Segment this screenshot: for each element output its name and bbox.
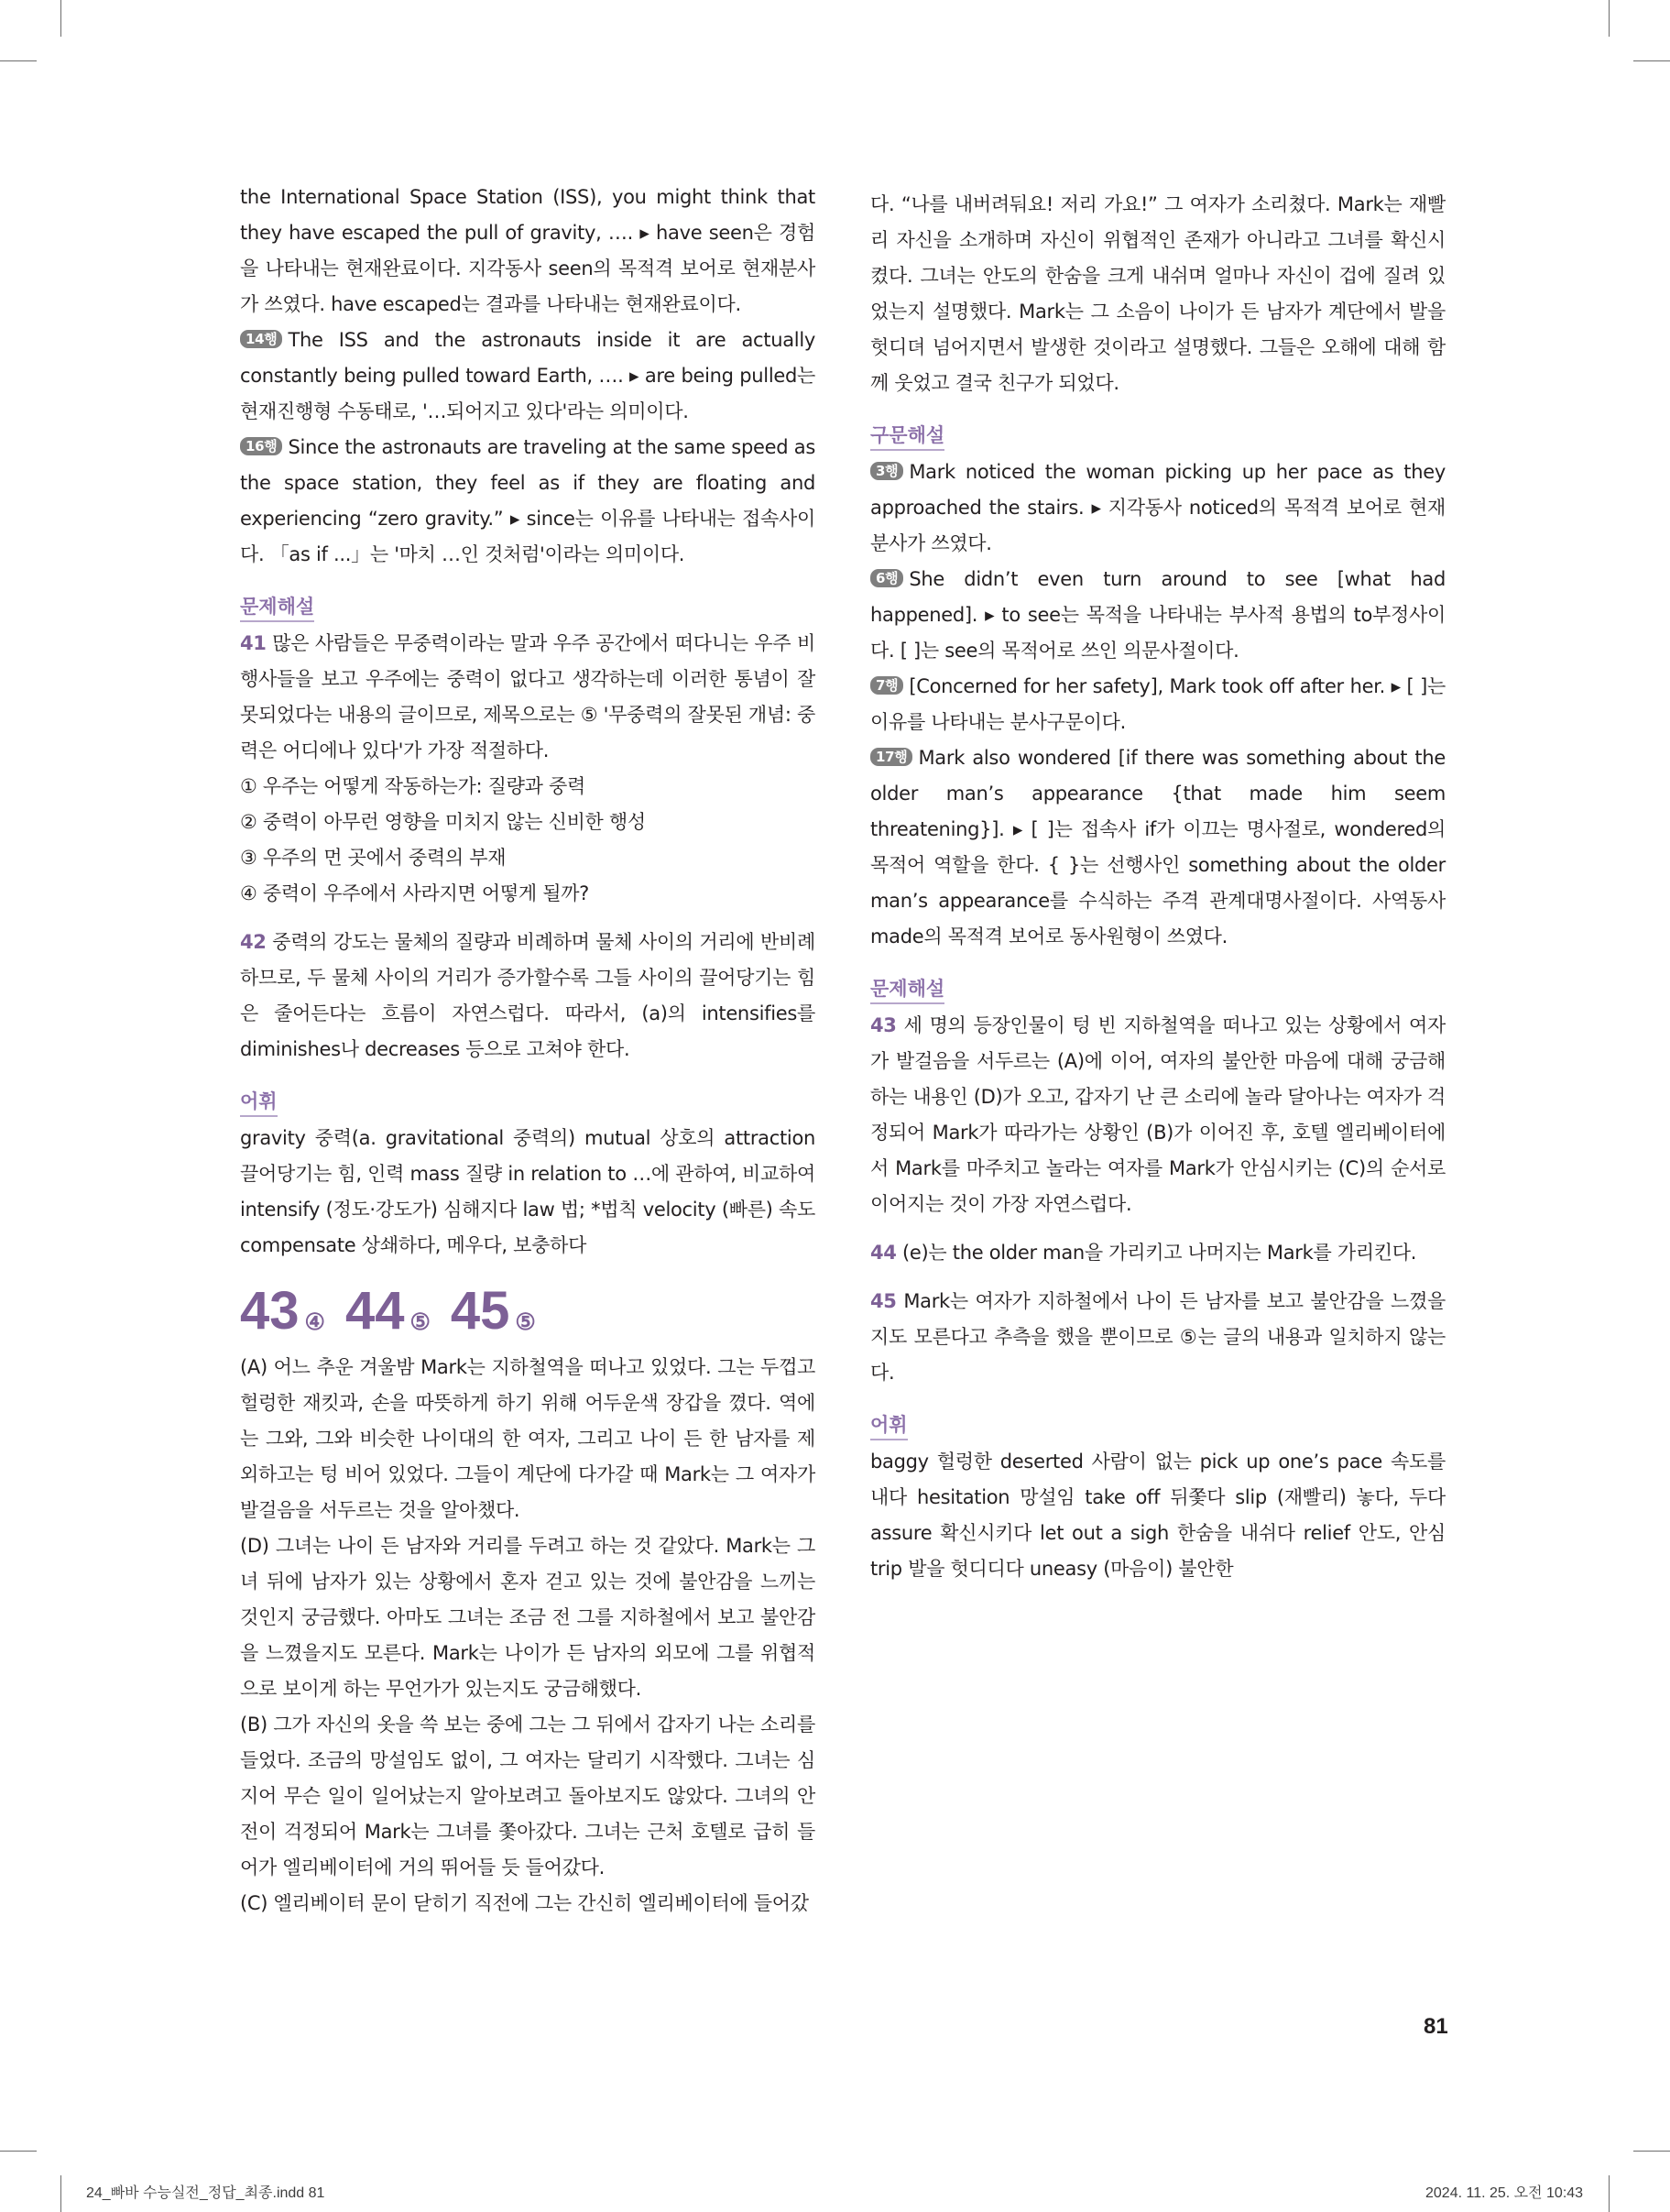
q43-explanation	[870, 1008, 1446, 1222]
explanation-text: 많은 사람들은 무중력이라는 말과 우주 공간에서 떠다니는 우주 비행사들을 보고 우주에는 중력이 없다고 생각하는데 이러한 통념이 잘못되었다는 내용의 글이므로, 제목으로는 ⑤ '무중력의 잘못된 개념: 중력은 어디에나 있다'가 가장 적절하다.	[240, 632, 815, 761]
answer-number: 44	[344, 1281, 405, 1341]
crop-mark	[1609, 2175, 1610, 2212]
answer-number: 43	[240, 1281, 300, 1341]
answer-key	[240, 1282, 815, 1341]
q45-explanation	[870, 1284, 1446, 1391]
syntax-text: Since the astronauts are traveling at the same speed as the space station, they feel as if they are floating and experiencing “zero gravity.” ▸ since는 이유를 나타내는 접속사이다. 「as if ...」는 '마치 …인 것처럼'이라는 의미이다.	[240, 436, 815, 565]
answer-choice: ⑤	[409, 1309, 431, 1335]
option-3: ③ 우주의 먼 곳에서 중력의 부재	[240, 847, 507, 869]
section-heading-vocab: 어휘	[870, 1411, 908, 1440]
explanation-text: 중력의 강도는 물체의 질량과 비례하며 물체 사이의 거리에 반비례하므로, 두 물체 사이의 거리가 증가할수록 그들 사이의 끌어당기는 힘은 줄어든다는 흐름이 자연스럽다. 따라서, (a)의 intensifies를 diminishes나 decreases 등으로 고쳐야 한다.	[240, 931, 815, 1060]
syntax-line-3	[870, 454, 1446, 562]
right-column	[870, 187, 1446, 1587]
syntax-line-17	[870, 740, 1446, 955]
translation-b: (B) 그가 자신의 옷을 쓱 보는 중에 그는 그 뒤에서 갑자기 나는 소리를 들었다. 조금의 망설임도 없이, 그 여자는 달리기 시작했다. 그녀는 심지어 무슨 일이 일어났는지 알아보려고 돌아보지도 않았다. 그녀의 안전이 걱정되어 Mark는 그녀를 쫓아갔다. 그녀는 근처 호텔로 급히 들어가 엘리베이터에 거의 뛰어들 듯 들어갔다.	[240, 1714, 815, 1878]
footer-timestamp: 2024. 11. 25. 오전 10:43	[1425, 2185, 1584, 2201]
syntax-text: [Concerned for her safety], Mark took off after her. ▸ [ ]는 이유를 나타내는 분사구문이다.	[870, 675, 1446, 733]
line-badge: 3행	[870, 462, 903, 480]
left-column	[240, 180, 815, 1922]
syntax-text: She didn’t even turn around to see [what had happened]. ▸ to see는 목적을 나타내는 부사적 용법의 to부정사이다. [ ]는 see의 목적어로 쓰인 의문사절이다.	[870, 568, 1446, 662]
q44-explanation	[870, 1235, 1446, 1271]
syntax-text: Mark noticed the woman picking up her pace as they approached the stairs. ▸ 지각동사 noticed의 목적격 보어로 현재분사가 쓰였다.	[870, 461, 1446, 554]
question-number: 43	[870, 1014, 897, 1036]
section-heading-syntax: 구문해설	[870, 422, 944, 451]
translation-d: (D) 그녀는 나이 든 남자와 거리를 두려고 하는 것 같았다. Mark는 그녀 뒤에 남자가 있는 상황에서 혼자 걷고 있는 것에 불안감을 느끼는 것인지 궁금했다. 아마도 그녀는 조금 전 그를 지하철에서 보고 불안감을 느꼈을지도 모른다. Mark는 나이가 든 남자의 외모에 그를 위협적으로 보이게 하는 무언가가 있는지도 궁금해했다.	[240, 1535, 815, 1700]
q41-explanation	[240, 626, 815, 769]
answer-choice: ⑤	[515, 1309, 536, 1335]
section-heading-problem: 문제해설	[870, 975, 944, 1004]
footer-filename: 24_빠바 수능실전_정답_최종.indd 81	[86, 2185, 325, 2201]
syntax-text: Mark also wondered [if there was something about the older man’s appearance {that made him seem threatening}]. ▸ [ ]는 접속사 if가 이끄는 명사절로, wondered의 목적어 역할을 한다. { }는 선행사인 something about the older man’s appearance를 수식하는 주격 관계대명사절이다. 사역동사 made의 목적격 보어로 동사원형이 쓰였다.	[870, 747, 1446, 947]
syntax-text: The ISS and the astronauts inside it are actually constantly being pulled toward Earth, …. ▸ are being pulled는 현재진행형 수동태로, '…되어지고 있다'라는 의미이다.	[240, 329, 815, 422]
syntax-line-6	[870, 562, 1446, 669]
vocab-list: gravity 중력(a. gravitational 중력의) mutual 상호의 attraction 끌어당기는 힘, 인력 mass 질량 in relation to …에 관하여, 비교하여 intensify (정도·강도가) 심해지다 law 법; *법칙 velocity (빠른) 속도 compensate 상쇄하다, 메우다, 보충하다	[240, 1127, 815, 1256]
question-number: 45	[870, 1290, 897, 1312]
page-number: 81	[1424, 2014, 1448, 2039]
explanation-text: (e)는 the older man을 가리키고 나머지는 Mark를 가리킨다.	[902, 1242, 1417, 1264]
vocab-list: baggy 헐렁한 deserted 사람이 없는 pick up one’s pace 속도를 내다 hesitation 망설임 take off 뒤쫓다 slip (재빨리) 놓다, 두다 assure 확신시키다 let out a sigh 한숨을 내쉬다 relief 안도, 안심 trip 발을 헛디디다 uneasy (마음이) 불안한	[870, 1451, 1446, 1580]
crop-mark	[0, 60, 37, 61]
syntax-line-16	[240, 430, 815, 573]
question-number: 41	[240, 632, 267, 654]
syntax-line-7	[870, 669, 1446, 740]
q42-explanation	[240, 925, 815, 1068]
option-1: ① 우주는 어떻게 작동하는가: 질량과 중력	[240, 775, 585, 797]
section-heading-problem: 문제해설	[240, 593, 314, 622]
crop-mark	[1633, 60, 1670, 61]
line-badge: 6행	[870, 569, 903, 587]
line-badge: 7행	[870, 676, 903, 695]
crop-mark	[1609, 0, 1610, 37]
line-badge: 16행	[240, 437, 282, 455]
line-badge: 17행	[870, 748, 912, 766]
crop-mark	[0, 2151, 37, 2152]
syntax-intro: the International Space Station (ISS), you might think that they have escaped the pull of gravity, …. ▸ have seen은 경험을 나타내는 현재완료이다. 지각동사 seen의 목적격 보어로 현재분사가 쓰였다. have escaped는 결과를 나타내는 현재완료이다.	[240, 186, 815, 315]
translation-c: (C) 엘리베이터 문이 닫히기 직전에 그는 간신히 엘리베이터에 들어갔	[240, 1892, 809, 1914]
section-heading-vocab: 어휘	[240, 1088, 278, 1117]
translation-a: (A) 어느 추운 겨울밤 Mark는 지하철역을 떠나고 있었다. 그는 두껍고 헐렁한 재킷과, 손을 따뜻하게 하기 위해 어두운색 장갑을 꼈다. 역에는 그와, 그와 비슷한 나이대의 한 여자, 그리고 나이 든 한 남자를 제외하고는 텅 비어 있었다. 그들이 계단에 다가갈 때 Mark는 그 여자가 발걸음을 서두르는 것을 알아챘다.	[240, 1356, 815, 1521]
explanation-text: 세 명의 등장인물이 텅 빈 지하철역을 떠나고 있는 상황에서 여자가 발걸음을 서두르는 (A)에 이어, 여자의 불안한 마음에 대해 궁금해하는 내용인 (D)가 오고, 갑자기 난 큰 소리에 놀라 달아나는 여자가 걱정되어 Mark가 따라가는 상황인 (B)가 이어진 후, 호텔 엘리베이터에서 Mark를 마주치고 놀라는 여자를 Mark가 안심시키는 (C)의 순서로 이어지는 것이 가장 자연스럽다.	[870, 1014, 1446, 1215]
question-number: 42	[240, 931, 267, 953]
option-4: ④ 중력이 우주에서 사라지면 어떻게 될까?	[240, 882, 590, 904]
answer-choice: ④	[304, 1309, 325, 1335]
syntax-line-14	[240, 323, 815, 430]
question-number: 44	[870, 1242, 897, 1264]
crop-mark	[1633, 2151, 1670, 2152]
translation-continued: 다. “나를 내버려둬요! 저리 가요!” 그 여자가 소리쳤다. Mark는 재빨리 자신을 소개하며 자신이 위협적인 존재가 아니라고 그녀를 확신시켰다. 그녀는 안도의 한숨을 크게 내쉬며 얼마나 자신이 겁에 질려 있었는지 설명했다. Mark는 그 소음이 나이가 든 남자가 계단에서 발을 헛디뎌 넘어지면서 발생한 것이라고 설명했다. 그들은 오해에 대해 함께 웃었고 결국 친구가 되었다.	[870, 193, 1446, 394]
line-badge: 14행	[240, 330, 282, 348]
explanation-text: Mark는 여자가 지하철에서 나이 든 남자를 보고 불안감을 느꼈을 지도 모른다고 추측을 했을 뿐이므로 ⑤는 글의 내용과 일치하지 않는다.	[870, 1290, 1446, 1384]
option-2: ② 중력이 아무런 영향을 미치지 않는 신비한 행성	[240, 811, 646, 833]
answer-number: 45	[450, 1281, 510, 1341]
crop-mark	[60, 0, 61, 37]
crop-mark	[60, 2175, 61, 2212]
